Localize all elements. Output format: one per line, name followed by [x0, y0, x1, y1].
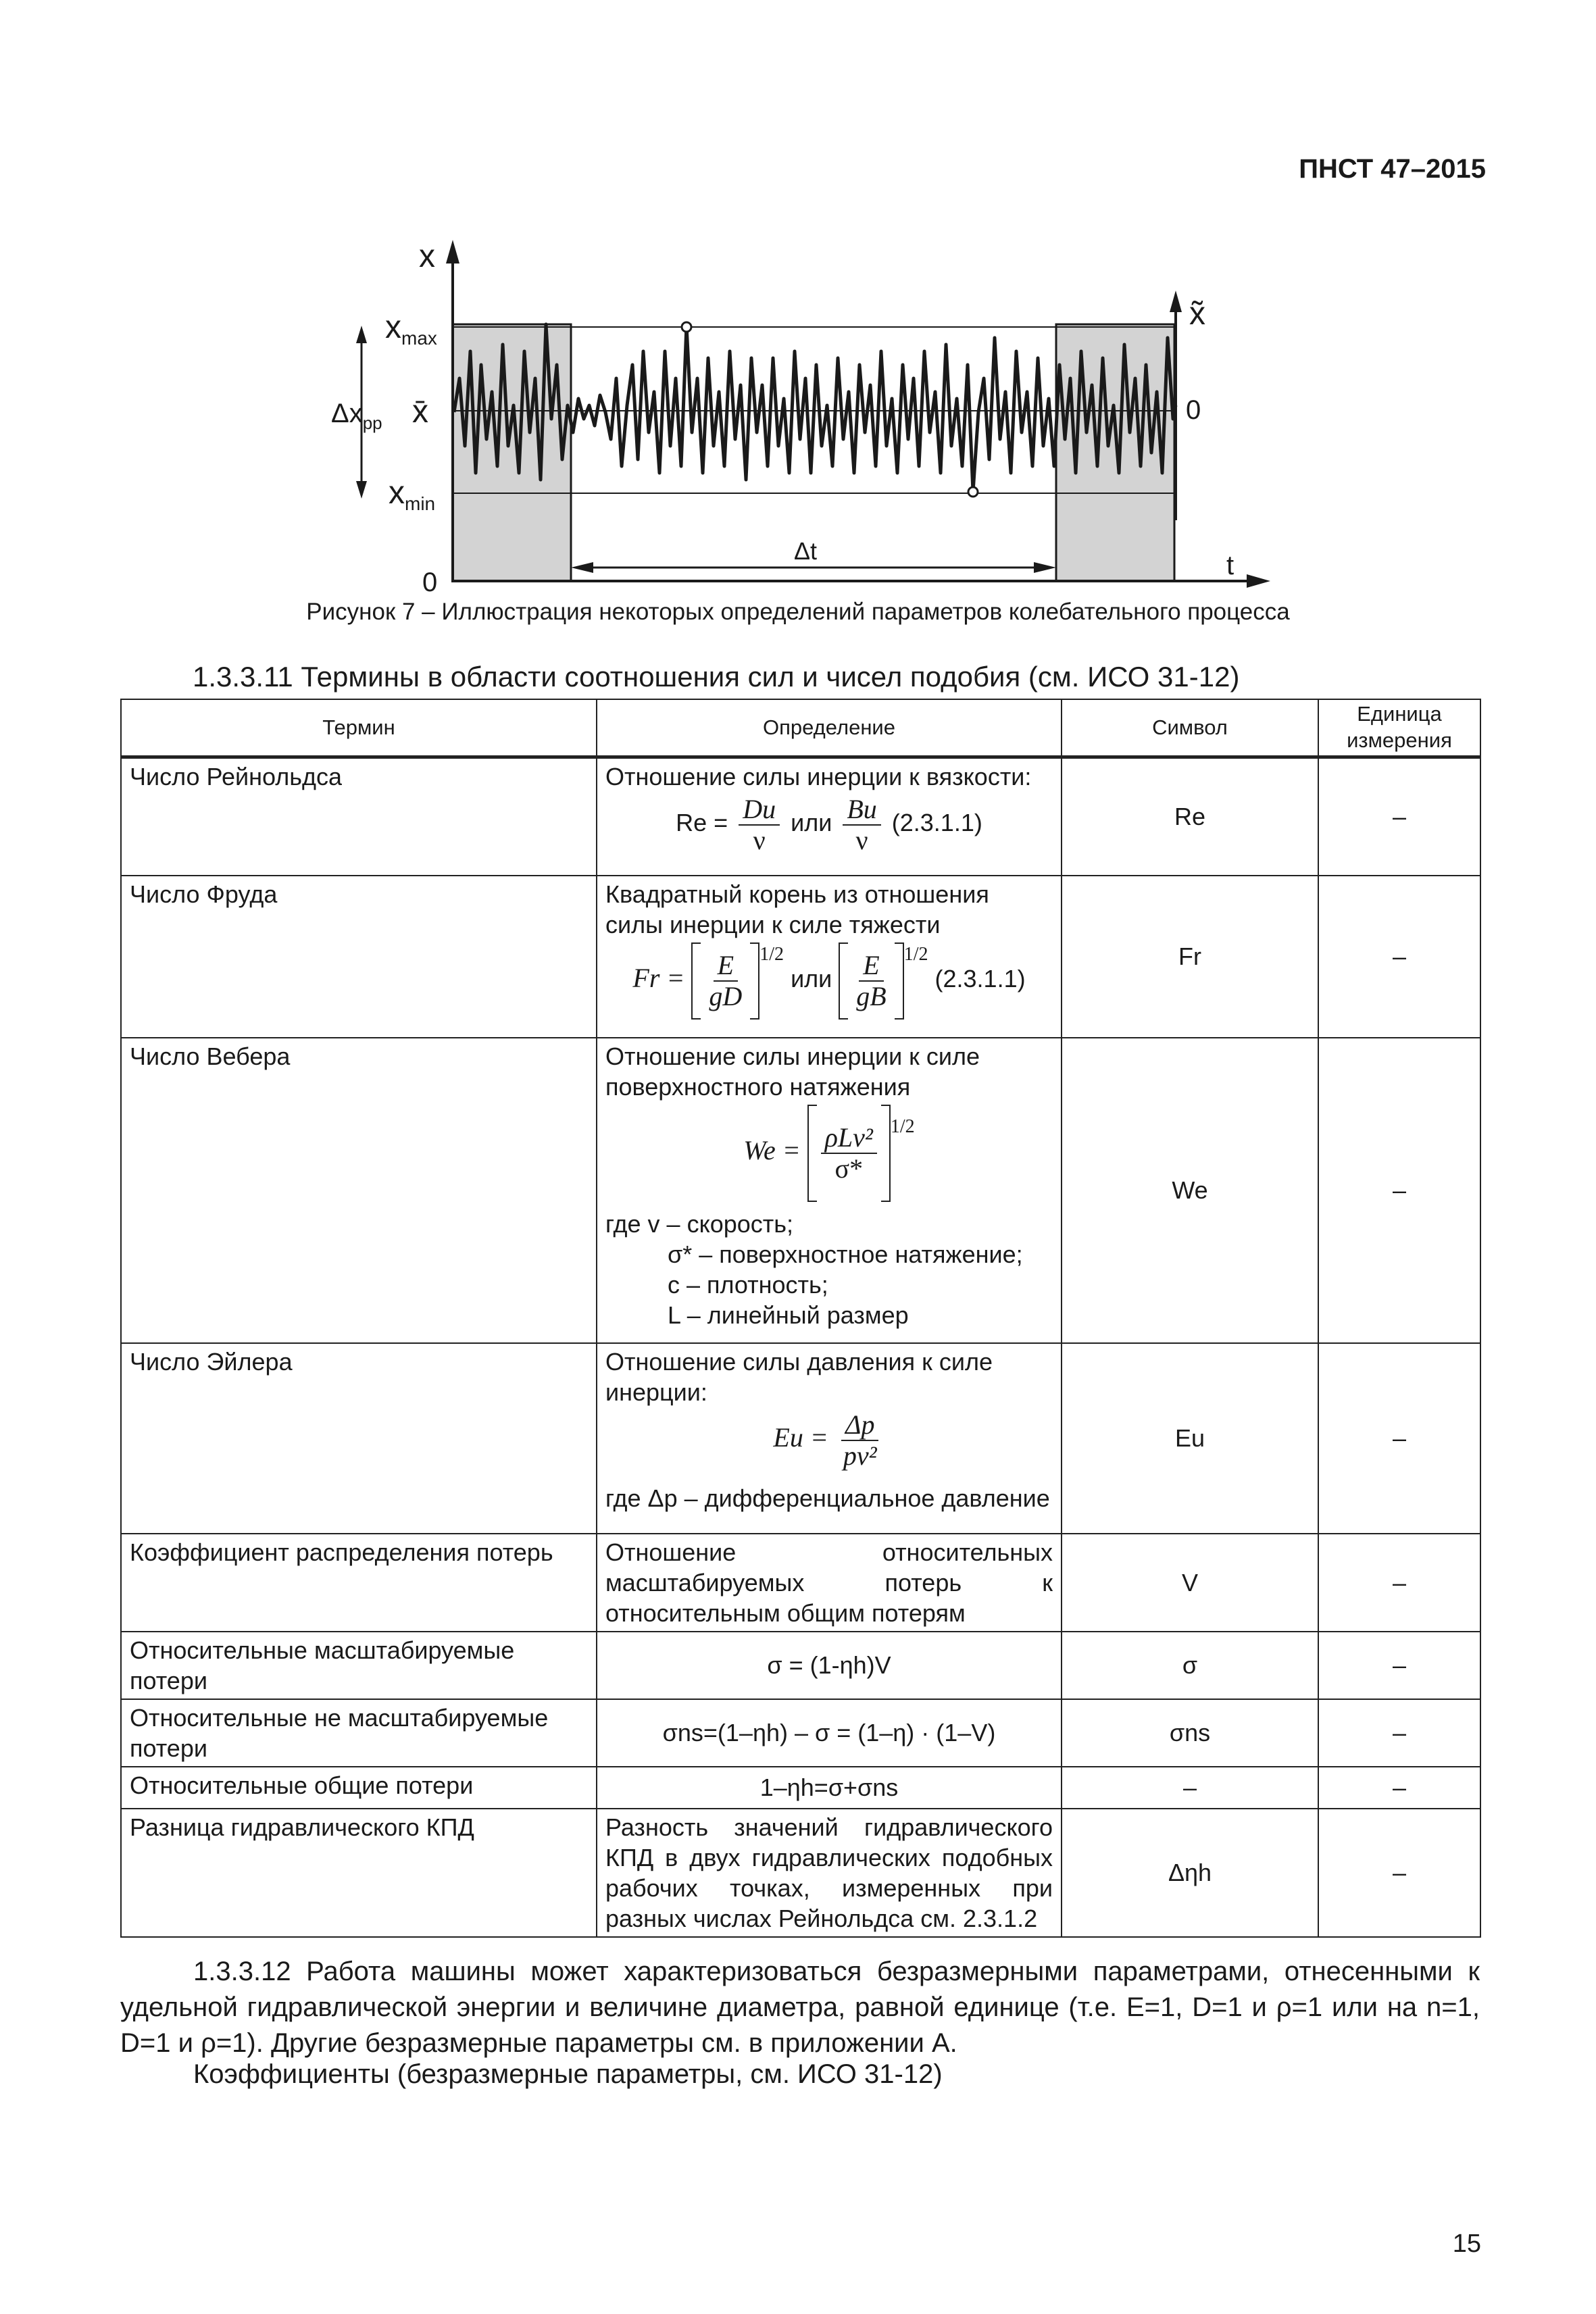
figure-caption: Рисунок 7 – Иллюстрация некоторых определений параметров колебательного процесса — [306, 599, 1290, 625]
table-row — [121, 1809, 1480, 1937]
unit-cell: – — [1318, 1809, 1480, 1937]
max-marker — [682, 322, 691, 332]
term-cell: Коэффициент распределения потерь — [121, 1534, 597, 1632]
table-row — [121, 1699, 1480, 1767]
term-cell: Относительные масштабируемые потери — [121, 1632, 597, 1699]
paragraph-coefficients: Коэффициенты (безразмерные параметры, см. ИСО 31-12) — [193, 2059, 943, 2089]
reynolds-formula: Re = $\frac{Du}{\nu}$ или $\frac{Bu}{\nu}$ (2.3.1.1) — [676, 794, 982, 855]
xmax-label: $x_{max}$ — [385, 309, 437, 349]
min-marker — [968, 487, 978, 497]
definition-cell: Отношение силы давления к силе инерции: Eu = $\frac{\Delta p}{\text{pv²}}$ где Δp – дифференциальное давление — [597, 1343, 1062, 1534]
definition-cell: σns=(1–ηh) – σ = (1–η) · (1–V) — [597, 1699, 1062, 1767]
right-axis-arrow — [1170, 291, 1182, 312]
unit-cell: – — [1318, 1534, 1480, 1632]
table-row — [121, 1534, 1480, 1632]
weber-formula: We = $\frac{\text{ρLv²}}{\sigma*}$ $^{1/2}$ — [605, 1105, 1053, 1202]
definition-cell: Квадратный корень из отношения силы инерции к силе тяжести Fr = $\frac{E}{gD}$ $^{1/2}$ или $\frac{E}{gB}$ $^{1/2}$ (2.3.1.1) — [597, 876, 1062, 1038]
term-cell: Относительные общие потери — [121, 1767, 597, 1809]
header-unit: Единица измерения — [1318, 699, 1480, 757]
page-number: 15 — [1452, 2230, 1481, 2258]
symbol-cell: Eu — [1062, 1343, 1318, 1534]
term-cell: Число Эйлера — [121, 1343, 597, 1534]
weber-where: где v – скорость; σ* – поверхностное натяжение; c – плотность; L – линейный размер — [605, 1209, 1023, 1329]
terms-table — [120, 699, 1481, 1938]
unit-cell: – — [1318, 1699, 1480, 1767]
t-axis-label: t — [1226, 551, 1235, 580]
table-row — [121, 1038, 1480, 1343]
term-cell: Разница гидравлического КПД — [121, 1809, 597, 1937]
xmin-label: $x_{min}$ — [389, 475, 436, 514]
symbol-cell: V — [1062, 1534, 1318, 1632]
table-header-row — [121, 699, 1480, 757]
document-code: ПНСТ 47–2015 — [1299, 154, 1486, 184]
x-axis-arrow — [1247, 574, 1270, 588]
delta-x-label: $\Delta x_{pp}$ — [331, 399, 382, 433]
delta-t-label: Δt — [794, 537, 818, 565]
symbol-cell: Δηh — [1062, 1809, 1318, 1937]
symbol-cell: We — [1062, 1038, 1318, 1343]
section-title: 1.3.3.11 Термины в области соотношения сил и чисел подобия (см. ИСО 31-12) — [193, 661, 1240, 693]
table-row — [121, 1632, 1480, 1699]
symbol-cell: Re — [1062, 757, 1318, 876]
mean-label: x̄ — [412, 394, 428, 430]
term-cell: Относительные не масштабируемые потери — [121, 1699, 597, 1767]
origin-label: 0 — [422, 568, 438, 595]
table-row — [121, 1767, 1480, 1809]
header-term: Термин — [121, 699, 597, 757]
y-axis-label: x — [419, 238, 435, 274]
table-row — [121, 757, 1480, 876]
term-cell: Число Рейнольдса — [121, 757, 597, 876]
definition-cell: Разность значений гидравлического КПД в двух гидравлических подобных рабочих точках, измеренных при разных числах Рейнольдса см. 2.3.1.2 — [597, 1809, 1062, 1937]
unit-cell: – — [1318, 1632, 1480, 1699]
symbol-cell: – — [1062, 1767, 1318, 1809]
euler-formula: Eu = $\frac{\Delta p}{\text{pv²}}$ — [605, 1410, 1053, 1471]
froude-formula: Fr = $\frac{E}{gD}$ $^{1/2}$ или $\frac{E}{gB}$ $^{1/2}$ (2.3.1.1) — [605, 942, 1053, 1020]
definition-cell: Отношение силы инерции к вязкости: Re = $\frac{Du}{\nu}$ или $\frac{Bu}{\nu}$ (2.3.1.1) — [597, 757, 1062, 876]
unit-cell: – — [1318, 1038, 1480, 1343]
header-definition: Определение — [597, 699, 1062, 757]
right-zero-label: 0 — [1186, 395, 1201, 425]
definition-cell: Отношение относительных масштабируемых потерь к относительным общим потерям — [597, 1534, 1062, 1632]
paragraph-1-3-3-12: 1.3.3.12 Работа машины может характеризоваться безразмерными параметрами, отнесенными к удельной гидравлической энергии и величине диаметра, равной единице (т.е. E=1, D=1 и ρ=1 или на n=1, D=1 и ρ=1). Другие безразмерные параметры см. в приложении А. — [120, 1957, 1480, 2058]
header-symbol: Символ — [1062, 699, 1318, 757]
y-axis-arrow — [446, 240, 459, 263]
symbol-cell: Fr — [1062, 876, 1318, 1038]
term-cell: Число Фруда — [121, 876, 597, 1038]
symbol-cell: σns — [1062, 1699, 1318, 1767]
definition-cell: 1–ηh=σ+σns — [597, 1767, 1062, 1809]
symbol-cell: σ — [1062, 1632, 1318, 1699]
unit-cell: – — [1318, 1343, 1480, 1534]
unit-cell: – — [1318, 876, 1480, 1038]
table-row — [121, 1343, 1480, 1534]
unit-cell: – — [1318, 757, 1480, 876]
definition-cell: Отношение силы инерции к силе поверхностного натяжения We = $\frac{\text{ρLv²}}{\sigma*}$ $^{1/2}$ где v – скорость; σ* – поверхностное натяжение; c – плотность; L – линейный размер — [597, 1038, 1062, 1343]
term-cell: Число Вебера — [121, 1038, 597, 1343]
right-axis-label: x̃ — [1189, 296, 1205, 332]
table-row — [121, 876, 1480, 1038]
oscillation-figure — [0, 0, 1596, 595]
definition-cell: σ = (1-ηh)V — [597, 1632, 1062, 1699]
unit-cell: – — [1318, 1767, 1480, 1809]
